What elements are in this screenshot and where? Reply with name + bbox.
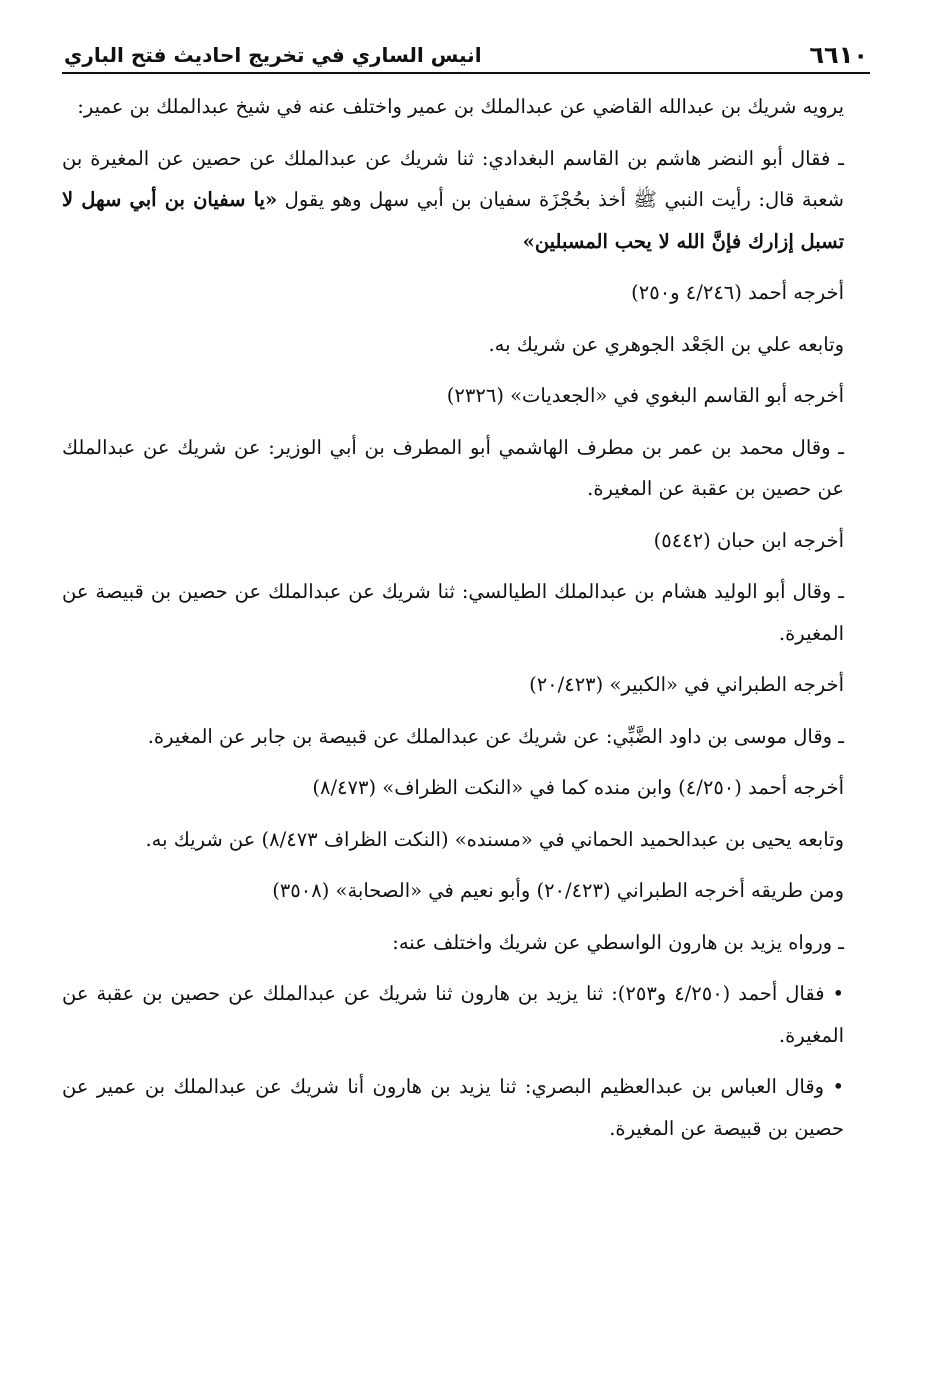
page — [62, 30, 870, 1159]
paragraph-narration: ـ وقال محمد بن عمر بن مطرف الهاشمي أبو المطرف بن أبي الوزير: عن شريك عن عبدالملك عن حصين بن عقبة عن المغيرة. — [62, 435, 844, 500]
paragraph-citation: أخرجه أحمد (٤/٢٤٦ و٢٥٠) — [631, 281, 844, 304]
running-header — [62, 30, 870, 74]
paragraph-narration: ـ وقال موسى بن داود الضَّبِّي: عن شريك عن عبدالملك عن قبيصة بن جابر عن المغيرة. — [147, 724, 844, 748]
paragraph-citation: أخرجه أحمد (٤/٢٥٠) وابن منده كما في «النكت الظراف» (٨/٤٧٣) — [312, 776, 844, 799]
paragraph-narration: وتابعه علي بن الجَعْد الجوهري عن شريك به. — [488, 332, 844, 356]
paragraph-intro: يرويه شريك بن عبدالله القاضي عن عبدالملك بن عمير واختلف عنه في شيخ عبدالملك بن عمير: — [77, 95, 844, 118]
paragraph-citation: ومن طريقه أخرجه الطبراني (٢٠/٤٢٣) وأبو نعيم في «الصحابة» (٣٥٠٨) — [272, 879, 844, 902]
book-title: انيس الساري في تخريج احاديث فتح الباري — [64, 43, 482, 67]
paragraph-narration: وتابعه يحيى بن عبدالحميد الحماني في «مسنده» (النكت الظراف ٨/٤٧٣) عن شريك به. — [145, 827, 844, 851]
hadith-quote: «يا سفيان بن أبي سهل لا تسبل إزارك فإنَّ الله لا يحب المسبلين» — [62, 188, 844, 253]
paragraph-bullet: • فقال أحمد (٤/٢٥٠ و٢٥٣): ثنا يزيد بن هارون ثنا شريك عن عبدالملك عن حصين بن عقبة عن المغيرة. — [62, 982, 844, 1047]
paragraph-bullet: • وقال العباس بن عبدالعظيم البصري: ثنا يزيد بن هارون أنا شريك عن عبدالملك بن عمير عن حصين بن قبيصة عن المغيرة. — [62, 1075, 844, 1140]
main-text — [62, 86, 870, 1149]
paragraph-narration: ـ ورواه يزيد بن هارون الواسطي عن شريك واختلف عنه: — [392, 930, 844, 954]
page-number: ٦٦١٠ — [809, 41, 868, 69]
paragraph-hadith: ـ فقال أبو النضر هاشم بن القاسم البغدادي: ثنا شريك عن عبدالملك عن حصين عن المغيرة بن شعبة قال: رأيت النبي ﷺ أخذ بحُجْزَة سفيان بن أبي سهل وهو يقول «يا سفيان بن أبي سهل لا تسبل إزارك فإنَّ الله لا يحب المسبلين» — [62, 146, 844, 253]
paragraph-citation: أخرجه أبو القاسم البغوي في «الجعديات» (٢٣٢٦) — [446, 384, 844, 407]
paragraph-citation: أخرجه الطبراني في «الكبير» (٢٠/٤٢٣) — [529, 673, 844, 696]
paragraph-citation: أخرجه ابن حبان (٥٤٤٢) — [653, 528, 844, 552]
paragraph-narration: ـ وقال أبو الوليد هشام بن عبدالملك الطيالسي: ثنا شريك عن عبدالملك عن حصين بن قبيصة عن المغيرة. — [62, 580, 844, 645]
